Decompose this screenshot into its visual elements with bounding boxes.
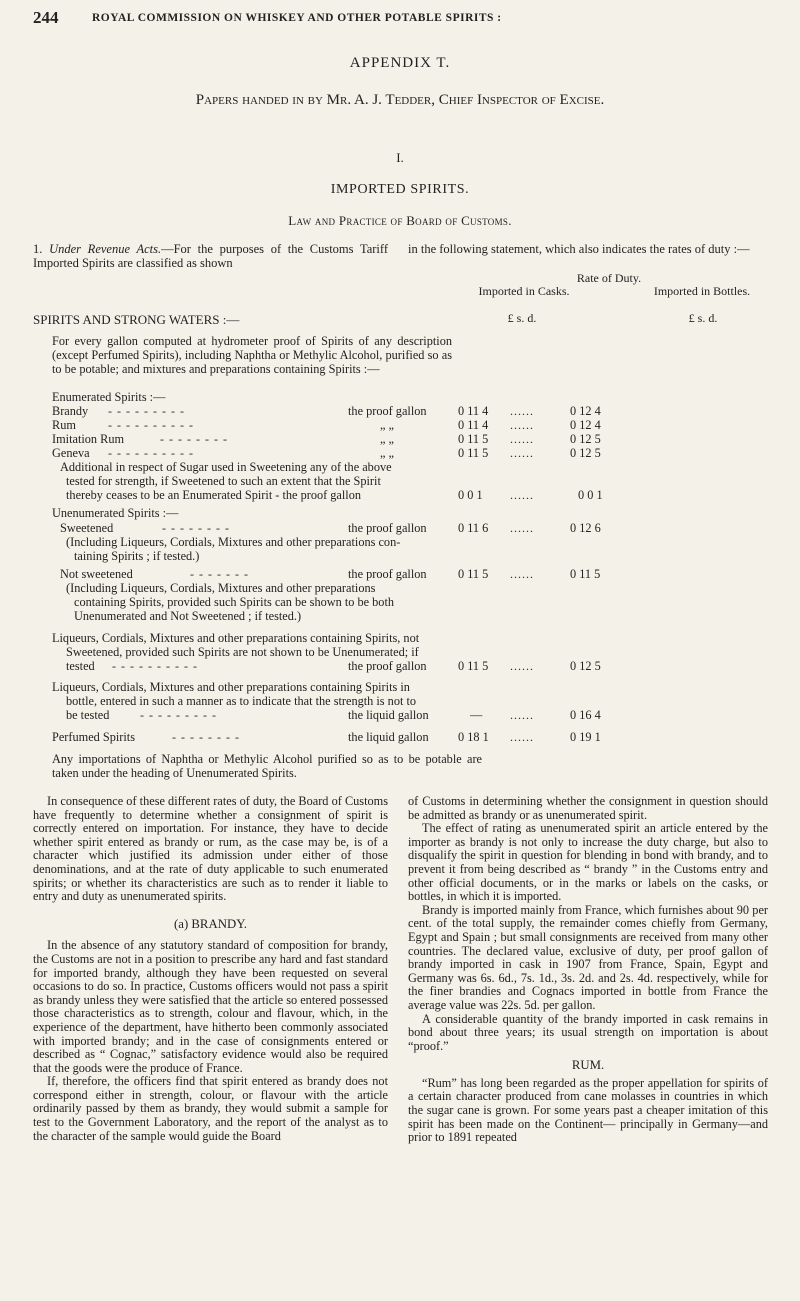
appendix-title: APPENDIX T. <box>349 55 451 71</box>
row-name: tested <box>66 659 95 673</box>
row-name: Not sweetened <box>60 567 133 581</box>
page-number: 244 <box>33 8 59 27</box>
row-note: taining Spirits ; if tested.) <box>74 549 200 563</box>
leader-dots: - - - - - - - - - - <box>108 446 194 460</box>
sugar-text-1: Additional in respect of Sugar used in Sweetening any of the above <box>60 460 392 474</box>
row-name: Rum <box>52 418 76 432</box>
sugar-text-2: tested for strength, if Sweetened to such an extent that the Spirit <box>66 474 381 488</box>
casks-heading: Imported in Casks. <box>478 284 570 298</box>
row-unit: „ „ <box>380 446 394 460</box>
row-text-1: Liqueurs, Cordials, Mixtures and other preparations containing Spirits in <box>52 680 410 694</box>
paragraph: “Rum” has long been regarded as the proper appellation for spirits of a certain character produced from cane molasses in countries in which the sugar cane is grown. For some years past a cheaper imitation of this spirit has been made on the Continent— principally in Germany—and prior to 1891 repeated <box>408 1075 768 1145</box>
row-unit: the proof gallon <box>348 404 427 418</box>
row-note: (Including Liqueurs, Cordials, Mixtures and other preparations con- <box>66 535 401 549</box>
row-cask: 0 11 5 <box>458 432 489 446</box>
row-name: Perfumed Spirits <box>52 730 135 744</box>
row-bottle: 0 12 5 <box>570 432 601 446</box>
row-unit: „ „ <box>380 418 394 432</box>
row-bottle: 0 11 5 <box>570 567 601 581</box>
table-intro: For every gallon computed at hydrometer proof of Spirits of any description (except Perfumed Spirits), including Naphtha or Methylic Alcohol, purified so as to be potable; and mixtures and preparations containing Spirits :— <box>52 334 452 376</box>
row-bottle: 0 12 4 <box>570 404 601 418</box>
bottles-units: £ s. d. <box>688 311 718 325</box>
intro-lead: 1. <box>33 242 43 256</box>
running-title: ROYAL COMMISSION ON WHISKEY AND OTHER POTABLE SPIRITS : <box>92 12 502 24</box>
intro-italic: Under Revenue Acts. <box>49 242 162 256</box>
row-text-1: Liqueurs, Cordials, Mixtures and other preparations containing Spirits, not <box>52 631 420 645</box>
leader-dots: - - - - - - - <box>190 567 249 581</box>
intro-left <box>33 242 388 270</box>
papers-line: Papers handed in by Mr. A. J. Tedder, Chief Inspector of Excise. <box>195 92 605 108</box>
enumerated-label: Enumerated Spirits :— <box>52 390 166 404</box>
rate-of-duty-heading: Rate of Duty. <box>576 271 642 285</box>
paragraph: If, therefore, the officers find that spirit entered as brandy does not correspond either in strength, colour, or flavour with the article ordinarily passed by them as brandy, they would submit a sample for test to the Government Laboratory, and the report of the analyst as to the character of the sample would guide the Board <box>33 1074 388 1143</box>
naphtha-note: Any importations of Naphtha or Methylic Alcohol purified so as to be potable are taken under the heading of Unenumerated Spirits. <box>52 752 482 780</box>
row-bottle: 0 19 1 <box>570 730 601 744</box>
row-name: Geneva <box>52 446 90 460</box>
row-bottle: 0 12 5 <box>570 659 601 673</box>
row-bottle: 0 12 6 <box>570 521 601 535</box>
paragraph: of Customs in determining whether the consignment in question should be admitted as brandy or as unenumerated spirit. <box>408 794 768 822</box>
row-bottle: 0 0 1 <box>578 488 603 502</box>
subsection-title: Law and Practice of Board of Customs. <box>288 213 512 228</box>
row-name: Imitation Rum <box>52 432 125 446</box>
row-text-2: Sweetened, provided such Spirits are not shown to be Unenumerated; if <box>66 645 419 659</box>
row-text-2: bottle, entered in such a manner as to indicate that the strength is not to <box>66 694 417 708</box>
row-cask: 0 11 6 <box>458 521 489 535</box>
row-cask: 0 11 5 <box>458 446 489 460</box>
row-bottle: 0 12 4 <box>570 418 601 432</box>
leader-dots: - - - - - - - - - <box>108 404 185 418</box>
row-note: (Including Liqueurs, Cordials, Mixtures and other preparations <box>66 581 376 595</box>
section-title: IMPORTED SPIRITS. <box>330 182 470 197</box>
row-unit: „ „ <box>380 432 394 446</box>
intro-right: in the following statement, which also indicates the rates of duty :— <box>408 242 750 256</box>
unenumerated-label: Unenumerated Spirits :— <box>52 506 179 520</box>
row-note: containing Spirits, provided such Spirits can be shown to be both <box>74 595 395 609</box>
leader-dots: - - - - - - - - <box>162 521 230 535</box>
paragraph: The effect of rating as unenumerated spirit an article entered by the importer as brandy is not only to increase the duty charge, but also to disqualify the spirit in question for blending in bond with brandy, and to prevent it from being described as “ brandy ” in the Customs entry and other official documents, or in the marks or labels on the casks, or bottles, in which it is imported. <box>408 821 768 904</box>
row-bottle: 0 12 5 <box>570 446 601 460</box>
leader-dots: - - - - - - - - - <box>140 708 217 722</box>
paragraph: In the absence of any statutory standard of composition for brandy, the Customs are not in a position to prescribe any hard and fast standard for imported brandy, although they have been requested on several occasions to do so. In practice, Customs officers would not pass a spirit as brandy unless they were satisfied that the article so entered possessed those characteristics as to strength, colour and flavour, which, in the experience of the department, have hitherto been commonly associated with imported brandy; and in the case of consignments entered or described as “ Cognac,” satisfactory evidence would also be required that the goods were the produce of France. <box>33 938 388 1075</box>
paragraph: Brandy is imported mainly from France, which furnishes about 90 per cent. of the total supply, the remainder comes chiefly from Germany, Egypt and Spain ; but small consignments are received from many other countries. The declared value, exclusive of duty, per proof gallon of brandy imported in cask in 1907 from France, Spain, Egypt and Germany was 6s. 6d., 7s. 1d., 3s. 2d. and 2s. 4d. respectively, while for the finer brandies and Cognacs imported in bottle from France the average value was 22s. 5d. per gallon. <box>408 902 768 1012</box>
row-name: Brandy <box>52 404 89 418</box>
document-page: 244 ROYAL COMMISSION ON WHISKEY AND OTHER POTABLE SPIRITS : APPENDIX T. Papers handed in by Mr. A. J. Tedder, Chief Inspector of Excise. I. IMPORTED SPIRITS. Law and Practice of Board of Customs. 1. Under Revenue Acts.—For the purposes of the Customs Tariff Imported Spirits are classified as shown in the following statement, which also indicates the rates of duty :— Rate of Duty. Imported in Casks. Imported in Bottles. £ s. d. £ s. d. SPIRITS AND STRONG WATERS :— For every gallon computed at hydrometer proof of Spirits of any description (except Perfumed Spirits), including Naphtha or Methylic Alcohol, purified so as to be potable; and mixtures and preparations containing Spirits :— Enumerated Spirits :— Brandy - - - - - - - - - the proof gallon 0 11 4 ...... 0 12 4 Rum - - - - - - - - - - „ „ 0 11 4 ...... 0 12 4 Imitation Rum - - - - - - - - „ „ 0 11 5 ...... 0 12 5 Geneva - - - - - - - - - - „ „ 0 11 5 ...... 0 12 5 Additional in respect of Sugar used in Sweetening any of the above tested for strength, if Sweetened to such an extent that the Spirit thereby ceases to be an Enumerated Spirit - the proof gallon 0 0 1 ...... 0 0 1 Unenumerated Spirits :— Sweetened - - - - - - - - the proof gallon 0 11 6 ...... 0 12 6 (Including Liqueurs, Cordials, Mixtures and other preparations con- taining Spirits ; if tested.) Not sweetened - - - - - - - the proof gallon 0 11 5 ...... 0 11 5 (Including Liqueurs, Cordials, Mixtures and other preparations containing Spirits, provided such Spirits can be shown to be both Unenumerated and Not Sweetened ; if tested.) Liqueurs, Cordials, Mixtures and other preparations containing Spirits, not Sweetened, provided such Spirits are not shown to be Unenumerated; if tested - - - - - - - - - - the proof gallon 0 11 5 ...... 0 12 5 Liqueurs, Cordials, Mixtures and other preparations containing Spirits in bottle, entered in such a manner as to indicate that the strength is not to be tested - - - - - - - - - the liquid gallon — ...... 0 16 4 Perfumed Spirits - - - - - - - - the liquid gallon 0 18 1 ...... 0 19 1 Any importations of Naphtha or Methylic Alcohol purified so as to be potable are taken under the heading of Unenumerated Spirits. In consequence of these different rates of duty, the Board of Customs have frequently to determine whether a consignment of spirit is correctly entered on importation. For instance, they have to decide whether spirit entered as brandy or rum, as the case may be, is of a character which justified its admission under either of those denominations, and at the rate of duty applicable to such enumerated spirits; or whether its characteristics are such as to render it liable to entry and duty as unenumerated spirits. (a) BRANDY. In the absence of any statutory standard of composition for brandy, the Customs are not in a position to prescribe any hard and fast standard for imported brandy, although they have been requested on several occasions to do so. In practice, Customs officers would not pass a spirit as brandy unless they were satisfied that the article so entered possessed those characteristics as to strength, colour and flavour, which, in the experience of the department, have hitherto been commonly associated with imported brandy; and in the case of consignments entered or described as “ Cognac,” satisfactory evidence would also be required that the goods were the produce of France. If, therefore, the officers find that spirit entered as brandy does not correspond either in strength, colour, or flavour with the article ordinarily passed by them as brandy, they would submit a sample for test to the Government Laboratory, and the report of the analyst as to the character of the sample would guide the Board of Customs in determining whether the consignment in question should be admitted as brandy or as unenumerated spirit. The effect of rating as unenumerated spirit an article entered by the importer as brandy is not only to increase the duty charge, but also to disqualify the spirit in question for blending in bond with brandy, and to prevent it from being described as “ brandy ” in the Customs entry and other official documents, or in the marks or labels on the casks, or bottles, in which it is imported. Brandy is imported mainly from France, which furnishes about 90 per cent. of the total supply, the remainder comes chiefly from Germany, Egypt and Spain ; but small consignments are received from many other countries. The declared value, exclusive of duty, per proof gallon of brandy imported in cask in 1907 from France, Spain, Egypt and Germany was 6s. 6d., 7s. 1d., 3s. 2d. and 2s. 4d. respectively, while for the finer brandies and Cognacs imported in bottle from France the average value was 22s. 5d. per gallon. A considerable quantity of the brandy imported in cask remains in bond about three years; its usual strength on importation is about “proof.” RUM. “Rum” has long been regarded as the proper appellation for spirits of a certain character produced from cane molasses in countries in which the sugar cane is grown. For some years past a cheaper imitation of this spirit has been made on the Continent— principally in Germany—and prior to 1891 repeated <box>0 0 800 1301</box>
row-cask: 0 18 1 <box>458 730 489 744</box>
row-cask: 0 11 4 <box>458 404 489 418</box>
row-cask: 0 11 4 <box>458 418 489 432</box>
leader-dots: - - - - - - - - <box>160 432 228 446</box>
paragraph: A considerable quantity of the brandy imported in cask remains in bond about three years; its usual strength on importation is about “proof.” <box>408 1011 768 1053</box>
intro-rest: —For the purposes of the Customs Tariff Imported Spirits are classified as shown <box>33 242 389 270</box>
sugar-text-3: thereby ceases to be an Enumerated Spirit - the proof gallon <box>66 488 362 502</box>
right-column <box>408 795 768 1145</box>
spirits-section-heading: SPIRITS AND STRONG WATERS :— <box>33 312 240 327</box>
leader-dots: - - - - - - - - - - <box>108 418 194 432</box>
paragraph: In consequence of these different rates of duty, the Board of Customs have frequently to determine whether a consignment of spirit is correctly entered on importation. For instance, they have to decide whether spirit entered as brandy or rum, as the case may be, is of a character which justified its admission under either of those denominations, and at the rate of duty applicable to such enumerated spirits; or whether its characteristics are such as to render it liable to entry and duty as unenumerated spirits. <box>33 794 388 904</box>
left-column <box>33 795 388 1143</box>
row-name: be tested <box>66 708 110 722</box>
row-cask: 0 11 5 <box>458 567 489 581</box>
row-unit: the proof gallon <box>348 659 427 673</box>
row-unit: the proof gallon <box>348 567 427 581</box>
bottles-heading: Imported in Bottles. <box>653 284 751 298</box>
row-cask: 0 0 1 <box>458 488 483 502</box>
row-name: Sweetened <box>60 521 114 535</box>
casks-units: £ s. d. <box>507 311 537 325</box>
row-note: Unenumerated and Not Sweetened ; if tested.) <box>74 609 302 623</box>
leader-dots: - - - - - - - - <box>172 730 240 744</box>
row-cask: — <box>470 708 483 722</box>
row-unit: the proof gallon <box>348 521 427 535</box>
leader-dots: - - - - - - - - - - <box>112 659 198 673</box>
brandy-heading: (a) BRANDY. <box>174 916 247 931</box>
row-unit: the liquid gallon <box>348 708 429 722</box>
row-bottle: 0 16 4 <box>570 708 601 722</box>
row-unit: the liquid gallon <box>348 730 429 744</box>
section-number: I. <box>396 150 404 165</box>
row-cask: 0 11 5 <box>458 659 489 673</box>
rum-heading: RUM. <box>571 1058 605 1073</box>
